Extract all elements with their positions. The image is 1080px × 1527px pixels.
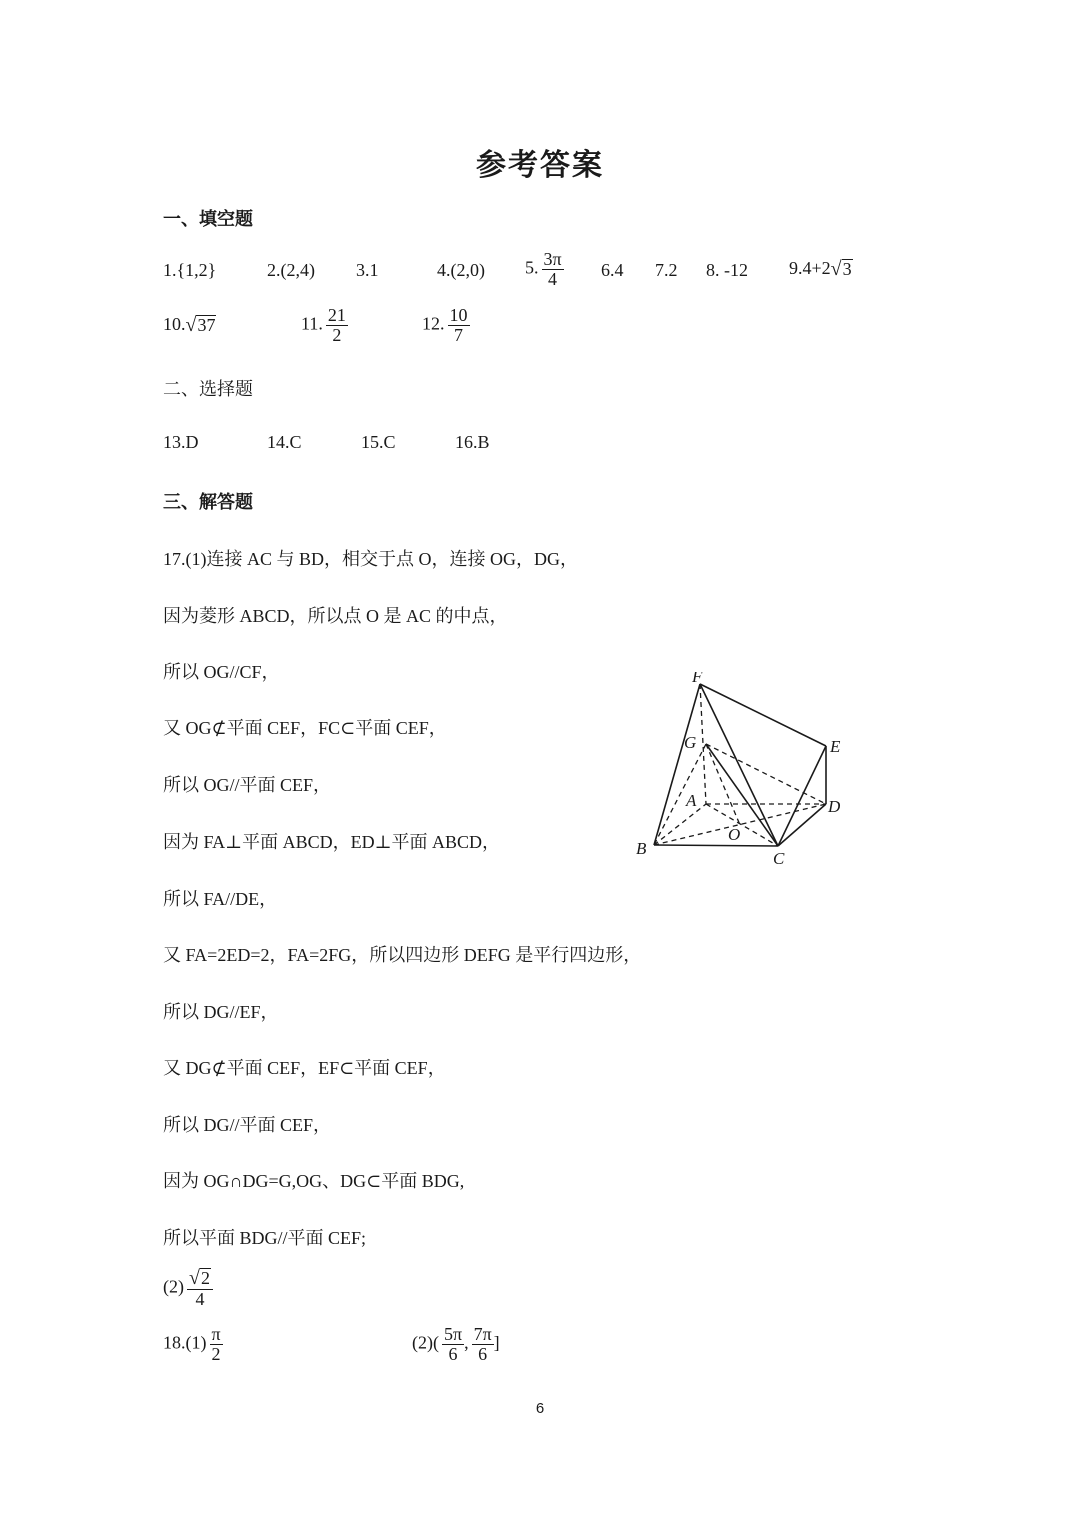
answer-18-part-2-fraction-2 xyxy=(472,1325,494,1364)
answer-7: 7.2 xyxy=(655,260,678,280)
answer-6: 6.4 xyxy=(601,260,624,280)
label-F: F xyxy=(692,672,703,686)
answer-9-sqrt xyxy=(831,259,853,280)
answer-18-part-1 xyxy=(163,1325,223,1364)
proof-line-2: 因为菱形 ABCD，所以点 O 是 AC 的中点， xyxy=(163,606,508,626)
section-heading-fill-in: 一、填空题 xyxy=(163,209,253,229)
answer-10-sqrt xyxy=(186,315,217,336)
radical-sign: √ xyxy=(189,1267,200,1290)
answer-18-part-1-denominator: 2 xyxy=(211,1343,221,1364)
proof-line-4: 又 OG⊄平面 CEF，FC⊂平面 CEF， xyxy=(163,718,447,738)
answer-18-part-1-label: 18.(1) xyxy=(163,1332,207,1353)
edge-FE xyxy=(700,684,826,746)
answer-11-fraction xyxy=(326,306,348,345)
proof-line-11: 所以 DG//平面 CEF， xyxy=(163,1115,332,1135)
proof-line-7: 所以 FA//DE， xyxy=(163,889,278,909)
answer-5-numerator: 3π xyxy=(543,249,562,269)
proof-line-13: 所以平面 BDG//平面 CEF; xyxy=(163,1228,367,1248)
answer-17-part-2-fraction xyxy=(187,1268,213,1309)
answer-11-label: 11. xyxy=(301,313,323,334)
answer-10-radicand: 37 xyxy=(197,315,216,336)
label-E: E xyxy=(830,737,841,756)
answer-14: 14.C xyxy=(267,432,302,452)
section-heading-choice: 二、选择题 xyxy=(163,379,253,399)
geometry-figure xyxy=(630,672,870,872)
answer-9-label: 9.4+2 xyxy=(789,258,831,278)
answer-2: 2.(2,4) xyxy=(267,260,315,280)
answer-12-denominator: 7 xyxy=(454,324,463,345)
proof-line-9: 所以 DG//EF， xyxy=(163,1002,279,1022)
answer-12-label: 12. xyxy=(422,313,445,334)
answer-18-part-1-numerator: π xyxy=(211,1324,221,1344)
answer-18-part-2-numerator-1: 5π xyxy=(443,1324,463,1344)
answer-5-fraction xyxy=(542,250,564,289)
edge-GC xyxy=(706,744,778,846)
edge-CD xyxy=(778,804,826,846)
answer-17-part-2-sqrt xyxy=(189,1268,211,1289)
radical-sign: √ xyxy=(185,314,197,337)
proof-line-10: 又 DG⊄平面 CEF，EF⊂平面 CEF， xyxy=(163,1058,446,1078)
edge-EC xyxy=(778,746,826,846)
answer-18-part-2 xyxy=(412,1325,500,1364)
proof-line-3: 所以 OG//CF， xyxy=(163,662,280,682)
label-A: A xyxy=(686,791,697,810)
answer-17-part-2-denominator: 4 xyxy=(195,1289,205,1310)
answer-12 xyxy=(422,306,470,345)
page-number: 6 xyxy=(535,1400,545,1417)
answer-9 xyxy=(789,258,853,280)
answer-18-part-2-separator: , xyxy=(464,1332,469,1353)
label-B: B xyxy=(636,839,647,858)
edge-GB xyxy=(654,744,706,845)
geometry-figure-svg xyxy=(630,672,870,872)
answer-18-part-2-numerator-2: 7π xyxy=(473,1324,492,1344)
answer-17-part-2-label: (2) xyxy=(163,1276,184,1297)
answer-18-part-2-close: ] xyxy=(493,1332,500,1353)
answer-17-part-2 xyxy=(163,1268,213,1309)
answer-3: 3.1 xyxy=(356,260,379,280)
answer-12-fraction xyxy=(448,306,470,345)
answer-17-part-2-numerator xyxy=(187,1268,213,1290)
edge-BC xyxy=(654,845,778,846)
answer-1: 1.{1,2} xyxy=(163,260,217,280)
answer-18-part-2-label: (2)( xyxy=(412,1332,439,1353)
label-D: D xyxy=(828,797,841,816)
answer-13: 13.D xyxy=(163,432,199,452)
answer-8: 8. -12 xyxy=(706,260,748,280)
proof-line-6: 因为 FA⊥平面 ABCD，ED⊥平面 ABCD， xyxy=(163,832,501,852)
answer-4: 4.(2,0) xyxy=(437,260,485,280)
proof-line-1: 17.(1)连接 AC 与 BD，相交于点 O，连接 OG，DG， xyxy=(163,549,578,569)
answer-5-denominator: 4 xyxy=(548,268,558,289)
answer-18-part-2-denominator-1: 6 xyxy=(448,1343,458,1364)
section-heading-solutions: 三、解答题 xyxy=(163,492,253,512)
radical-sign: √ xyxy=(830,258,842,281)
edge-GD xyxy=(706,744,826,804)
answer-5 xyxy=(525,250,564,289)
proof-line-8: 又 FA=2ED=2，FA=2FG，所以四边形 DEFG 是平行四边形， xyxy=(163,945,642,965)
answer-11 xyxy=(301,306,348,345)
answer-10-label: 10. xyxy=(163,314,186,334)
page-title: 参考答案 xyxy=(476,149,604,182)
answer-17-part-2-radicand: 2 xyxy=(200,1268,210,1289)
proof-line-5: 所以 OG//平面 CEF， xyxy=(163,775,332,795)
answer-15: 15.C xyxy=(361,432,396,452)
answer-16: 16.B xyxy=(455,432,490,452)
answer-10 xyxy=(163,314,216,336)
label-O: O xyxy=(728,825,741,844)
edge-FB xyxy=(654,684,700,845)
answer-9-radicand: 3 xyxy=(842,259,852,280)
answer-12-numerator: 10 xyxy=(449,305,468,325)
answer-18-part-2-denominator-2: 6 xyxy=(478,1343,488,1364)
label-C: C xyxy=(773,849,785,868)
answer-11-numerator: 21 xyxy=(327,305,346,325)
label-G: G xyxy=(684,733,697,752)
proof-line-12: 因为 OG∩DG=G,OG、DG⊂平面 BDG, xyxy=(163,1171,465,1191)
answer-18-part-1-fraction xyxy=(210,1325,223,1364)
answer-18-part-2-fraction-1 xyxy=(442,1325,464,1364)
answer-11-denominator: 2 xyxy=(332,324,342,345)
edge-BA xyxy=(654,804,706,845)
answer-5-label: 5. xyxy=(525,257,539,278)
edge-FA xyxy=(700,684,706,804)
